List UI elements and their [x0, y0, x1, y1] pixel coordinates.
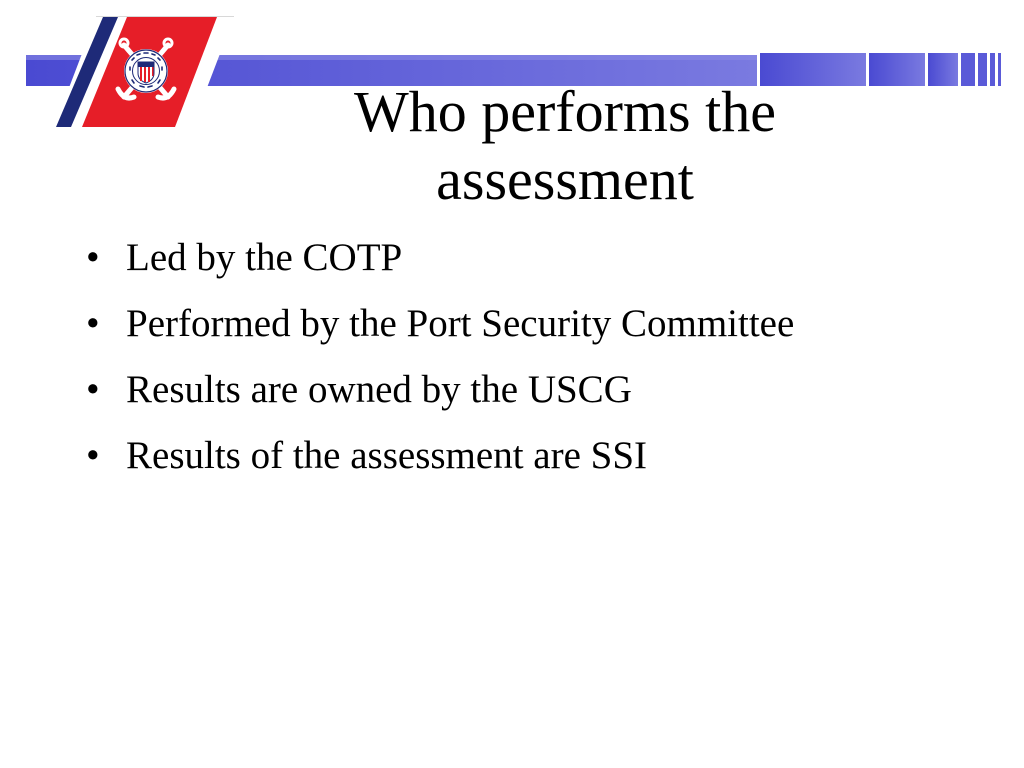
slide-title-line: assessment [436, 147, 694, 212]
bullet-list [86, 230, 986, 494]
bullet-marker: • [86, 434, 100, 477]
bullet-text: Results of the assessment are SSI [126, 434, 648, 477]
bullet-marker: • [86, 368, 100, 411]
bullet-marker: • [86, 302, 100, 345]
header-block [978, 53, 987, 86]
bullet-text: Performed by the Port Security Committee [126, 302, 795, 345]
header-block [869, 53, 925, 86]
bullet-marker: • [86, 236, 100, 279]
header-block [928, 53, 958, 86]
bullet-item [86, 428, 986, 494]
bullet-item [86, 296, 986, 362]
bullet-text: Results are owned by the USCG [126, 368, 632, 411]
slide-title [300, 78, 830, 214]
header-block [998, 53, 1001, 86]
header-block [990, 53, 995, 86]
bullet-item [86, 362, 986, 428]
bullet-item [86, 230, 986, 296]
header-block [961, 53, 975, 86]
slide-title-line: Who performs the [354, 79, 776, 144]
bullet-text: Led by the COTP [126, 236, 403, 279]
